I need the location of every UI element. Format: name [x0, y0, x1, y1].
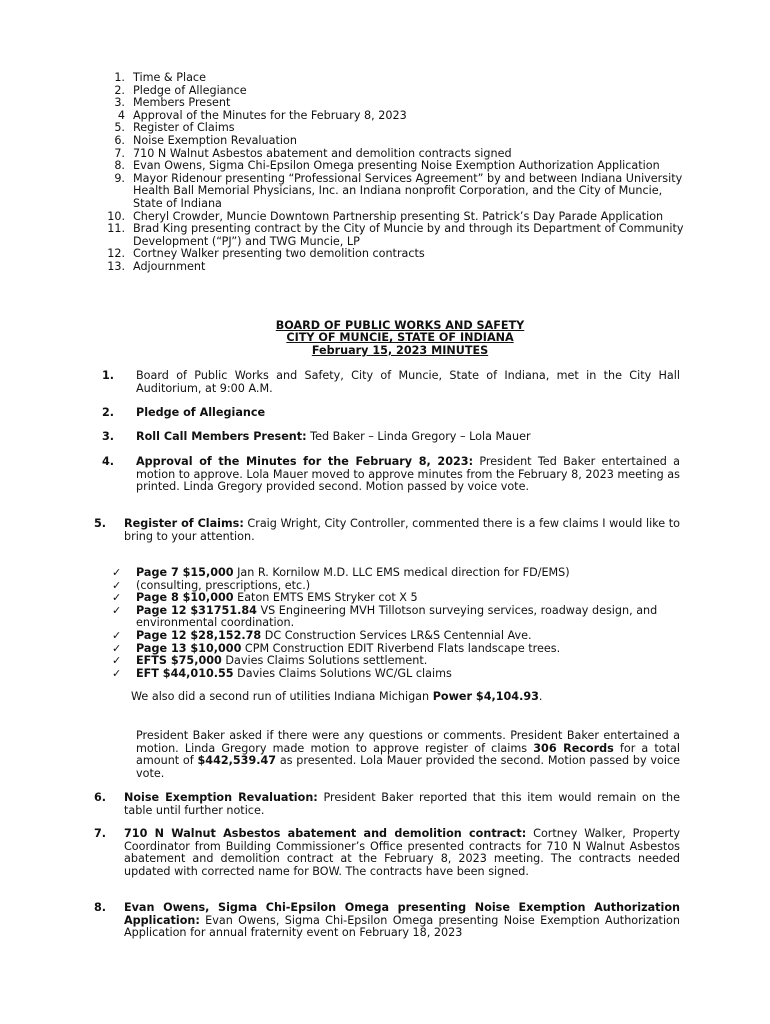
agenda-item: 3. Members Present: [114, 96, 231, 110]
header-board: BOARD OF PUBLIC WORKS AND SAFETY: [275, 319, 525, 332]
claim-item: ✓ Page 12 $28,152.78 DC Construction Services LR&S Centennial Ave.: [112, 628, 532, 642]
claim-item: ✓ (consulting, prescriptions, etc.): [112, 578, 311, 592]
agenda-item: 11. Brad King presenting contract by the City of Muncie by and through its Department of Community Development (“PJ”) and TWG Muncie, LP: [107, 222, 684, 248]
checkmark-icon: ✓: [112, 603, 122, 617]
agenda-item: 7. 710 N Walnut Asbestos abatement and demolition contracts signed: [114, 146, 512, 160]
claim-item: ✓ Page 8 $10,000 Eaton EMTS EMS Stryker cot X 5: [112, 591, 418, 605]
checkmark-icon: ✓: [112, 641, 122, 655]
agenda-item: 4 Approval of the Minutes for the February 8, 2023: [117, 108, 407, 122]
minutes-item-8: 8. Evan Owens, Sigma Chi-Epsilon Omega presenting Noise Exemption Authorization Application: Evan Owens, Sigma Chi-Epsilon Omega presenting Noise Exemption Authorization Application for annual fraternity event on February 18, 2023: [94, 901, 680, 940]
checkmark-icon: ✓: [112, 666, 122, 680]
second-run-note: We also did a second run of utilities Indiana Michigan Power $4,104.93.: [131, 690, 543, 703]
checkmark-icon: ✓: [112, 654, 122, 668]
claims-approval-paragraph: President Baker asked if there were any questions or comments. President Baker entertained a motion. Linda Gregory made motion to approve register of claims 306 Records for a total amount of $442,539.47 as presented. Lola Mauer provided the second. Motion passed by voice vote.: [136, 729, 681, 780]
checkmark-icon: ✓: [112, 566, 122, 579]
agenda-item: 1. Time & Place: [114, 71, 206, 84]
agenda-item: 6. Noise Exemption Revaluation: [114, 133, 297, 147]
minutes-item-7: 7. 710 N Walnut Asbestos abatement and demolition contract: Cortney Walker, Property Coordinator from Building Commissioner’s Office presented contracts for 710 N Walnut Asbestos abatement and demolition contract at the February 8, 2023 meeting. The contracts needed updated with corrected name for BOW. The contracts have been signed.: [94, 827, 681, 878]
minutes-item-2: 2. Pledge of Allegiance: [102, 406, 266, 419]
header-city: CITY OF MUNCIE, STATE OF INDIANA: [286, 331, 514, 345]
claim-item: ✓ Page 7 $15,000 Jan R. Kornilow M.D. LLC EMS medical direction for FD/EMS): [112, 566, 570, 579]
claim-item: ✓ Page 12 $31751.84 VS Engineering MVH Tillotson surveying services, roadway design, and environmental coordination.: [112, 603, 658, 630]
minutes-item-4: 4. Approval of the Minutes for the February 8, 2023: President Ted Baker entertained a motion to approve. Lola Mauer moved to approve minutes from the February 8, 2023 meeting as printed. Linda Gregory provided second. Motion passed by voice vote.: [102, 455, 680, 494]
minutes-item-6: 6. Noise Exemption Revaluation: President Baker reported that this item would remain on the table until further notice.: [94, 791, 680, 817]
minutes-item-1: 1. Board of Public Works and Safety, City of Muncie, State of Indiana, met in the City Hall Auditorium, at 9:00 A.M.: [102, 369, 680, 395]
agenda-item: 10. Cheryl Crowder, Muncie Downtown Partnership presenting St. Patrick’s Day Parade Application: [107, 209, 664, 223]
checkmark-icon: ✓: [112, 578, 122, 592]
checkmark-icon: ✓: [112, 628, 122, 642]
header-date: February 15, 2023 MINUTES: [311, 343, 489, 357]
minutes-header: [0, 320, 770, 357]
agenda-item: 9. Mayor Ridenour presenting “Professional Services Agreement” by and between Indiana University Health Ball Memorial Physicians, Inc. an Indiana nonprofit Corporation, and the City of Muncie, State of Indiana: [114, 171, 683, 210]
agenda-item: 12. Cortney Walker presenting two demolition contracts: [107, 247, 425, 261]
minutes-item-5: 5. Register of Claims: Craig Wright, City Controller, commented there is a few claims I would like to bring to your attention.: [94, 517, 680, 543]
claims-list: [112, 567, 682, 680]
agenda-item: 13. Adjournment: [107, 259, 206, 273]
agenda-item: 2. Pledge of Allegiance: [114, 83, 247, 97]
agenda-item: 8. Evan Owens, Sigma Chi-Epsilon Omega presenting Noise Exemption Authorization Application: [114, 159, 660, 173]
minutes-item-3: 3. Roll Call Members Present: Ted Baker – Linda Gregory – Lola Mauer: [102, 430, 531, 443]
claim-item: ✓ EFT $44,010.55 Davies Claims Solutions WC/GL claims: [112, 666, 452, 680]
checkmark-icon: ✓: [112, 591, 122, 605]
agenda-list: [90, 72, 690, 274]
claim-item: ✓ EFTS $75,000 Davies Claims Solutions settlement.: [112, 654, 428, 668]
claim-item: ✓ Page 13 $10,000 CPM Construction EDIT Riverbend Flats landscape trees.: [112, 641, 561, 655]
agenda-item: 5. Register of Claims: [114, 121, 235, 135]
